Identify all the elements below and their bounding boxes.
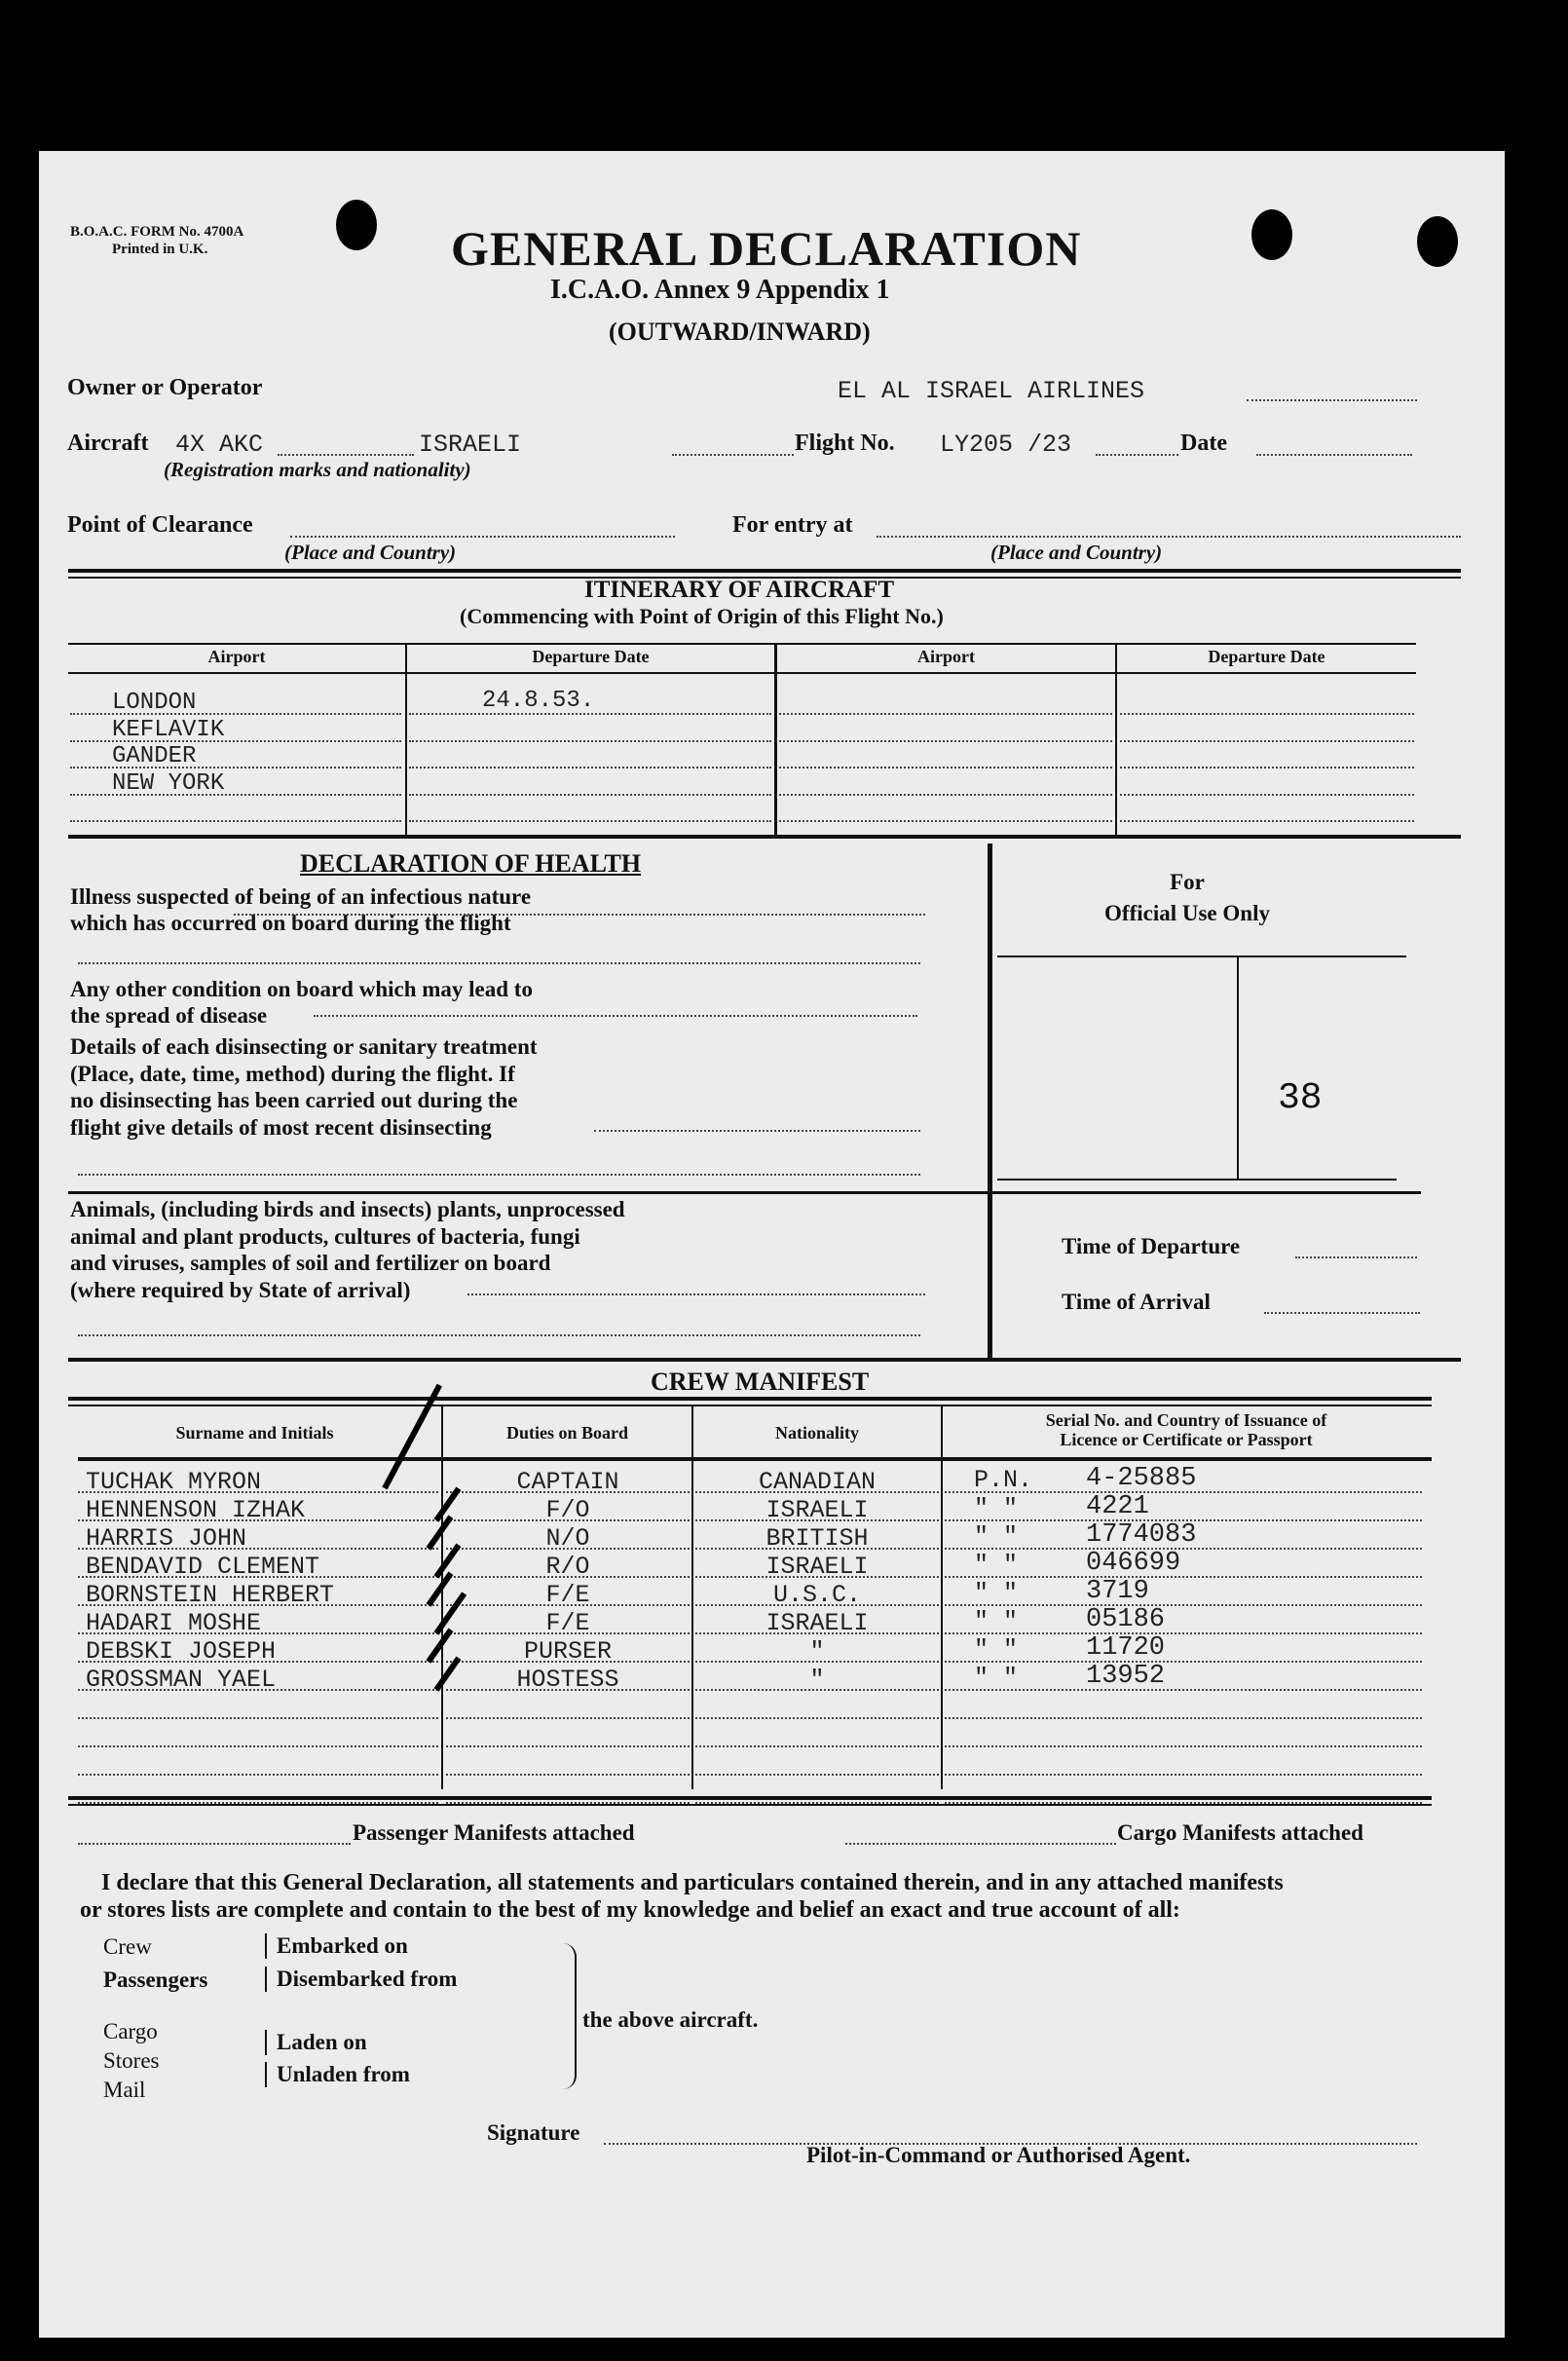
crew-cell-line[interactable] xyxy=(695,1774,939,1776)
crew-serial-prefix[interactable]: " " xyxy=(974,1607,1019,1635)
crew-nationality[interactable]: BRITISH xyxy=(765,1524,869,1553)
crew-serial-prefix[interactable]: " " xyxy=(974,1579,1019,1607)
crew-name[interactable]: BENDAVID CLEMENT xyxy=(86,1553,320,1581)
crew-nationality[interactable]: ISRAELI xyxy=(765,1609,869,1637)
health-animals-text: animal and plant products, cultures of bacteria, fungi xyxy=(70,1223,580,1249)
crew-cell-line[interactable] xyxy=(446,1717,690,1719)
health-disinsect-text: Details of each disinsecting or sanitary treatment xyxy=(70,1034,538,1059)
itinerary-cell-line[interactable] xyxy=(779,767,1112,768)
health-condition-text: the spread of disease xyxy=(70,1003,268,1028)
above-aircraft: the above aircraft. xyxy=(582,2007,759,2032)
crew-cell-line[interactable] xyxy=(78,1745,438,1747)
crew-nationality[interactable]: " xyxy=(809,1637,825,1666)
declaration-text-2: or stores lists are complete and contain to the best of my knowledge and belief an exact and true account of all: xyxy=(80,1897,1180,1923)
crew-serial[interactable]: 11720 xyxy=(1086,1633,1166,1663)
itinerary-header-airport: Airport xyxy=(207,647,266,666)
crew-nationality[interactable]: " xyxy=(809,1666,825,1694)
itinerary-cell-line[interactable] xyxy=(1120,767,1414,768)
crew-header-duty: Duties on Board xyxy=(505,1423,628,1443)
itinerary-cell-line[interactable] xyxy=(1120,713,1414,715)
laden-word: Laden on xyxy=(265,2030,367,2055)
itinerary-cell-line[interactable] xyxy=(779,820,1112,822)
flight-value[interactable]: LY205 /23 xyxy=(940,431,1072,459)
crew-serial[interactable]: 13952 xyxy=(1086,1662,1166,1691)
crew-serial[interactable]: 1774083 xyxy=(1086,1520,1197,1550)
crew-serial[interactable]: 05186 xyxy=(1086,1605,1166,1634)
crew-name[interactable]: DEBSKI JOSEPH xyxy=(86,1637,277,1666)
crew-serial-prefix[interactable]: " " xyxy=(974,1551,1019,1579)
clearance-label: Point of Clearance xyxy=(67,512,253,538)
itinerary-header-date: Departure Date xyxy=(532,647,650,666)
crew-header-serial-1: Serial No. and Country of Issuance of xyxy=(1045,1410,1327,1430)
health-answer-field[interactable] xyxy=(78,962,920,964)
itinerary-airport[interactable]: NEW YORK xyxy=(112,769,225,797)
health-animals-text: (where required by State of arrival) xyxy=(70,1277,411,1302)
itinerary-title: ITINERARY OF AIRCRAFT xyxy=(584,577,895,603)
signature-label: Signature xyxy=(487,2120,580,2145)
declaration-text-1: I declare that this General Declaration, all statements and particulars contained therein, and in any attached manifests xyxy=(101,1870,1284,1895)
unladen-word: Unladen from xyxy=(265,2062,410,2087)
crew-name[interactable]: GROSSMAN YAEL xyxy=(86,1666,277,1694)
health-title: DECLARATION OF HEALTH xyxy=(300,849,642,878)
itinerary-subtitle: (Commencing with Point of Origin of this Flight No.) xyxy=(460,604,944,628)
crew-serial[interactable]: 4-25885 xyxy=(1086,1464,1197,1493)
itinerary-cell-line[interactable] xyxy=(409,740,771,742)
itinerary-cell-line[interactable] xyxy=(1120,820,1414,822)
itinerary-header-airport-2: Airport xyxy=(917,647,975,666)
crew-nationality[interactable]: CANADIAN xyxy=(758,1468,877,1496)
itinerary-airport[interactable]: GANDER xyxy=(112,743,197,769)
crew-name[interactable]: HENNENSON IZHAK xyxy=(86,1496,306,1524)
crew-serial[interactable]: 4221 xyxy=(1086,1492,1149,1521)
health-illness-text: which has occurred on board during the flight xyxy=(70,911,511,935)
health-disinsect-text: (Place, date, time, method) during the flight. If xyxy=(70,1061,515,1086)
departure-label: Time of Departure xyxy=(1062,1234,1241,1258)
crew-duty[interactable]: CAPTAIN xyxy=(516,1468,619,1496)
crew-cell-line[interactable] xyxy=(78,1774,438,1776)
aircraft-hint: (Registration marks and nationality) xyxy=(164,458,471,481)
page-title: GENERAL DECLARATION xyxy=(451,221,1082,276)
crew-duty[interactable]: N/O xyxy=(545,1524,590,1553)
flight-label: Flight No. xyxy=(795,431,895,456)
official-use-line1: For xyxy=(1170,870,1205,894)
health-answer-field[interactable] xyxy=(314,1015,917,1017)
crew-serial-prefix[interactable]: " " xyxy=(974,1635,1019,1664)
printed-in: Printed in U.K. xyxy=(112,242,208,257)
crew-header-name: Surname and Initials xyxy=(175,1423,334,1443)
itinerary-airport[interactable]: LONDON xyxy=(112,690,197,716)
date-field[interactable] xyxy=(1256,454,1412,456)
itinerary-cell-line[interactable] xyxy=(779,713,1112,715)
crew-header-serial-2: Licence or Certificate or Passport xyxy=(1060,1430,1313,1449)
owner-value[interactable]: EL AL ISRAEL AIRLINES xyxy=(838,377,1145,405)
health-animals-text: and viruses, samples of soil and fertilizer on board xyxy=(70,1251,551,1275)
crew-nationality[interactable]: ISRAELI xyxy=(765,1496,869,1524)
crew-serial-prefix[interactable]: " " xyxy=(974,1522,1019,1551)
crew-duty[interactable]: F/E xyxy=(545,1581,590,1609)
crew-cell-line[interactable] xyxy=(945,1717,1422,1719)
crew-header-nationality: Nationality xyxy=(774,1423,859,1443)
arrival-label: Time of Arrival xyxy=(1062,1290,1211,1314)
page-subtitle: I.C.A.O. Annex 9 Appendix 1 xyxy=(550,275,890,305)
crew-cell-line[interactable] xyxy=(695,1745,939,1747)
clearance-field[interactable] xyxy=(290,536,675,538)
date-label: Date xyxy=(1180,431,1227,456)
cargo-word: Cargo xyxy=(103,2019,158,2043)
stores-word: Stores xyxy=(103,2048,160,2073)
disembarked-word: Disembarked from xyxy=(265,1967,457,1992)
itinerary-cell-line[interactable] xyxy=(779,794,1112,796)
crew-duty[interactable]: R/O xyxy=(545,1553,590,1581)
itinerary-airport[interactable]: KEFLAVIK xyxy=(112,716,225,743)
crew-nationality[interactable]: U.S.C. xyxy=(772,1581,861,1609)
crew-cell-line[interactable] xyxy=(945,1774,1422,1776)
crew-duty[interactable]: HOSTESS xyxy=(516,1666,619,1694)
crew-nationality[interactable]: ISRAELI xyxy=(765,1553,869,1581)
cargo-manifest-count[interactable] xyxy=(845,1843,1116,1845)
clearance-hint: (Place and Country) xyxy=(284,541,457,564)
crew-cell-line[interactable] xyxy=(446,1774,690,1776)
entry-hint: (Place and Country) xyxy=(990,541,1163,564)
crew-title: CREW MANIFEST xyxy=(651,1368,870,1396)
passenger-manifest-count[interactable] xyxy=(78,1843,351,1845)
crew-serial[interactable]: 3719 xyxy=(1086,1577,1149,1606)
itinerary-cell-line[interactable] xyxy=(1120,740,1414,742)
health-disinsect-text: no disinsecting has been carried out during the xyxy=(70,1088,518,1112)
health-disinsect-text: flight give details of most recent disinsecting xyxy=(70,1114,492,1140)
crew-serial-prefix[interactable]: P.N. xyxy=(974,1466,1033,1494)
passenger-manifests-label: Passenger Manifests attached xyxy=(353,1820,635,1845)
crew-serial-prefix[interactable]: " " xyxy=(974,1664,1019,1692)
crew-serial[interactable]: 046699 xyxy=(1086,1549,1181,1578)
cargo-manifests-label: Cargo Manifests attached xyxy=(1117,1820,1363,1845)
itinerary-cell-line[interactable] xyxy=(70,820,401,822)
itinerary-cell-line[interactable] xyxy=(409,767,771,768)
official-use-line2: Official Use Only xyxy=(1104,901,1270,925)
health-illness-text: Illness suspected of being of an infectious nature xyxy=(70,884,532,909)
crew-cell-line[interactable] xyxy=(78,1717,438,1719)
aircraft-label: Aircraft xyxy=(67,431,149,456)
direction: (OUTWARD/INWARD) xyxy=(609,318,871,346)
form-number: B.O.A.C. FORM No. 4700A xyxy=(70,224,244,240)
health-answer-field[interactable] xyxy=(594,1130,920,1132)
crew-name[interactable]: BORNSTEIN HERBERT xyxy=(86,1581,335,1609)
aircraft-registration[interactable]: 4X AKC xyxy=(175,431,264,459)
crew-serial-prefix[interactable]: " " xyxy=(974,1494,1019,1522)
crew-cell-line[interactable] xyxy=(446,1745,690,1747)
entry-field[interactable] xyxy=(877,536,1461,538)
itinerary-cell-line[interactable] xyxy=(1120,794,1414,796)
crew-cell-line[interactable] xyxy=(695,1717,939,1719)
itinerary-date[interactable]: 24.8.53. xyxy=(482,688,595,714)
mail-word: Mail xyxy=(103,2078,146,2102)
entry-label: For entry at xyxy=(732,512,853,538)
itinerary-cell-line[interactable] xyxy=(779,740,1112,742)
crew-name[interactable]: TUCHAK MYRON xyxy=(86,1468,262,1496)
health-answer-field[interactable] xyxy=(78,1174,920,1176)
health-answer-field[interactable] xyxy=(234,914,925,916)
crew-word: Crew xyxy=(103,1934,152,1959)
health-answer-field[interactable] xyxy=(467,1293,925,1295)
punch-hole xyxy=(1251,209,1292,260)
health-condition-text: Any other condition on board which may lead to xyxy=(70,977,533,1001)
departure-field[interactable] xyxy=(1295,1256,1417,1258)
itinerary-cell-line[interactable] xyxy=(409,820,771,822)
aircraft-nationality[interactable]: ISRAELI xyxy=(419,431,522,459)
crew-duty[interactable]: F/E xyxy=(545,1609,590,1637)
crew-duty[interactable]: PURSER xyxy=(523,1637,612,1666)
crew-cell-line[interactable] xyxy=(945,1745,1422,1747)
owner-label: Owner or Operator xyxy=(67,375,263,400)
punch-hole xyxy=(1417,216,1458,267)
passengers-word: Passengers xyxy=(103,1968,208,1992)
crew-name[interactable]: HARRIS JOHN xyxy=(86,1524,247,1553)
crew-name[interactable]: HADARI MOSHE xyxy=(86,1609,262,1637)
crew-duty[interactable]: F/O xyxy=(545,1496,590,1524)
health-animals-text: Animals, (including birds and insects) plants, unprocessed xyxy=(70,1197,625,1221)
punch-hole xyxy=(336,200,377,250)
arrival-field[interactable] xyxy=(1264,1312,1420,1314)
signer-label: Pilot-in-Command or Authorised Agent. xyxy=(806,2143,1191,2167)
itinerary-cell-line[interactable] xyxy=(409,794,771,796)
embarked-word: Embarked on xyxy=(265,1933,408,1959)
health-answer-field[interactable] xyxy=(78,1334,920,1336)
official-number: 38 xyxy=(1278,1077,1323,1119)
itinerary-header-date-2: Departure Date xyxy=(1208,647,1325,666)
